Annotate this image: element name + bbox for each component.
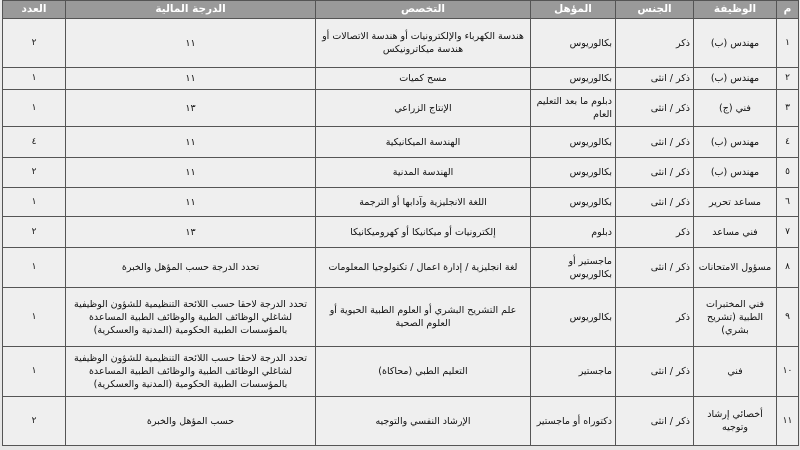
- cell-grade: ١٣: [66, 217, 316, 248]
- cell-count: ١: [3, 68, 66, 90]
- cell-num: ١٠: [777, 347, 799, 397]
- cell-num: ٦: [777, 188, 799, 217]
- cell-specialization: الهندسة الميكانيكية: [316, 127, 531, 158]
- cell-gender: ذكر / انثى: [616, 397, 694, 446]
- cell-gender: ذكر / انثى: [616, 158, 694, 188]
- cell-num: ١: [777, 19, 799, 68]
- cell-gender: ذكر: [616, 217, 694, 248]
- cell-num: ٣: [777, 90, 799, 127]
- cell-job: فني المختبرات الطبية (تشريح بشري): [694, 288, 777, 347]
- table-row: [3, 19, 799, 68]
- cell-count: ١: [3, 288, 66, 347]
- cell-count: ١: [3, 248, 66, 288]
- cell-num: ٥: [777, 158, 799, 188]
- cell-grade: ١٣: [66, 90, 316, 127]
- cell-qualification: ماجستير: [531, 347, 616, 397]
- cell-job: فني: [694, 347, 777, 397]
- cell-grade: ١١: [66, 188, 316, 217]
- cell-specialization: الإرشاد النفسي والتوجيه: [316, 397, 531, 446]
- table-row: [3, 248, 799, 288]
- cell-job: مهندس (ب): [694, 127, 777, 158]
- cell-num: ٤: [777, 127, 799, 158]
- cell-job: مهندس (ب): [694, 158, 777, 188]
- cell-specialization: هندسة الكهرباء والإلكترونيات أو هندسة الاتصالات أو هندسة ميكاترونيكس: [316, 19, 531, 68]
- header-specialization: التخصص: [316, 1, 531, 19]
- table-row: [3, 90, 799, 127]
- cell-job: مسؤول الامتحانات: [694, 248, 777, 288]
- cell-num: ٩: [777, 288, 799, 347]
- cell-qualification: بكالوريوس: [531, 19, 616, 68]
- cell-gender: ذكر / انثى: [616, 68, 694, 90]
- cell-gender: ذكر: [616, 288, 694, 347]
- cell-gender: ذكر / انثى: [616, 347, 694, 397]
- cell-specialization: الهندسة المدنية: [316, 158, 531, 188]
- cell-gender: ذكر: [616, 19, 694, 68]
- cell-gender: ذكر / انثى: [616, 188, 694, 217]
- cell-job: مساعد تحرير: [694, 188, 777, 217]
- cell-count: ٤: [3, 127, 66, 158]
- cell-qualification: دبلوم: [531, 217, 616, 248]
- header-gender: الجنس: [616, 1, 694, 19]
- table-row: [3, 347, 799, 397]
- cell-qualification: بكالوريوس: [531, 188, 616, 217]
- cell-count: ٢: [3, 397, 66, 446]
- header-qualification: المؤهل: [531, 1, 616, 19]
- cell-count: ٢: [3, 158, 66, 188]
- cell-count: ١: [3, 347, 66, 397]
- cell-num: ٧: [777, 217, 799, 248]
- cell-gender: ذكر / انثى: [616, 90, 694, 127]
- cell-grade: ١١: [66, 68, 316, 90]
- cell-grade: تحدد الدرجة حسب المؤهل والخبرة: [66, 248, 316, 288]
- cell-qualification: بكالوريوس: [531, 68, 616, 90]
- cell-qualification: دكتوراه أو ماجستير: [531, 397, 616, 446]
- cell-qualification: بكالوريوس: [531, 288, 616, 347]
- cell-num: ٨: [777, 248, 799, 288]
- cell-specialization: إلكترونيات أو ميكانيكا أو كهروميكانيكا: [316, 217, 531, 248]
- cell-job: مهندس (ب): [694, 68, 777, 90]
- cell-specialization: علم التشريح البشري أو العلوم الطبية الحيوية أو العلوم الصحية: [316, 288, 531, 347]
- table-row: [3, 397, 799, 446]
- table-row: [3, 158, 799, 188]
- cell-specialization: لغة انجليزية / إدارة اعمال / تكنولوجيا المعلومات: [316, 248, 531, 288]
- header-count: العدد: [3, 1, 66, 19]
- cell-count: ٢: [3, 217, 66, 248]
- cell-grade: حسب المؤهل والخبرة: [66, 397, 316, 446]
- cell-specialization: التعليم الطبي (محاكاة): [316, 347, 531, 397]
- table-row: [3, 188, 799, 217]
- cell-grade: ١١: [66, 158, 316, 188]
- header-num: م: [777, 1, 799, 19]
- header-row: [3, 1, 799, 19]
- cell-qualification: دبلوم ما بعد التعليم العام: [531, 90, 616, 127]
- table-row: [3, 288, 799, 347]
- table-row: [3, 217, 799, 248]
- cell-gender: ذكر / انثى: [616, 248, 694, 288]
- header-job: الوظيفة: [694, 1, 777, 19]
- table-row: [3, 68, 799, 90]
- cell-grade: تحدد الدرجة لاحقا حسب اللائحة التنظيمية للشؤون الوظيفية لشاغلي الوظائف الطبية والوظائف الطبية المساعدة بالمؤسسات الطبية الحكومية (المدنية والعسكرية): [66, 288, 316, 347]
- cell-specialization: اللغة الانجليزية وآدابها أو الترجمة: [316, 188, 531, 217]
- jobs-table: [2, 0, 799, 446]
- cell-job: فني (ج): [694, 90, 777, 127]
- cell-specialization: الإنتاج الزراعي: [316, 90, 531, 127]
- cell-qualification: بكالوريوس: [531, 127, 616, 158]
- cell-specialization: مسح كميات: [316, 68, 531, 90]
- cell-grade: ١١: [66, 127, 316, 158]
- cell-job: أخصائي إرشاد وتوجيه: [694, 397, 777, 446]
- cell-num: ٢: [777, 68, 799, 90]
- cell-grade: ١١: [66, 19, 316, 68]
- cell-num: ١١: [777, 397, 799, 446]
- table-row: [3, 127, 799, 158]
- cell-gender: ذكر / انثى: [616, 127, 694, 158]
- cell-count: ١: [3, 188, 66, 217]
- cell-qualification: ماجستير أو بكالوريوس: [531, 248, 616, 288]
- cell-job: مهندس (ب): [694, 19, 777, 68]
- cell-grade: تحدد الدرجة لاحقا حسب اللائحة التنظيمية للشؤون الوظيفية لشاغلي الوظائف الطبية والوظائف الطبية المساعدة بالمؤسسات الطبية الحكومية (المدنية والعسكرية): [66, 347, 316, 397]
- cell-qualification: بكالوريوس: [531, 158, 616, 188]
- cell-job: فني مساعد: [694, 217, 777, 248]
- cell-count: ١: [3, 90, 66, 127]
- header-grade: الدرجة المالية: [66, 1, 316, 19]
- cell-count: ٢: [3, 19, 66, 68]
